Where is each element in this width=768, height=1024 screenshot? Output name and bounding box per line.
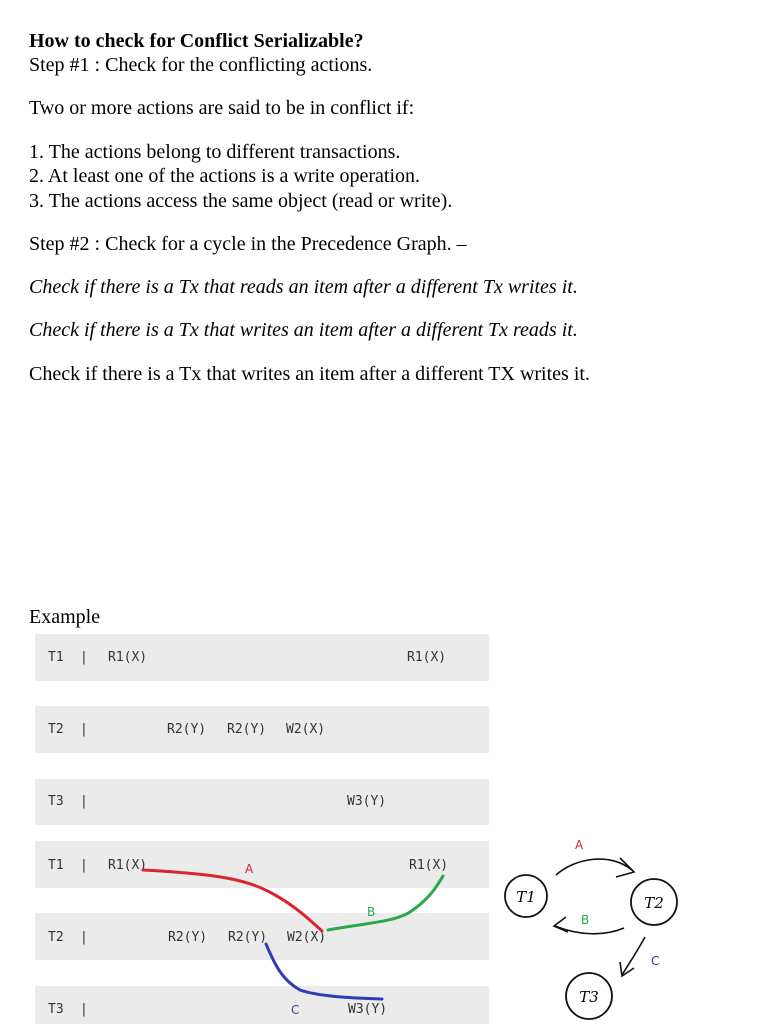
op-w3-y: W3(Y) xyxy=(347,794,387,809)
edge-b-curve xyxy=(328,876,443,930)
edge-c-curve xyxy=(266,944,382,999)
edge-c-label: C xyxy=(291,1003,300,1017)
tx-name: T2 xyxy=(48,930,64,945)
separator: | xyxy=(80,930,88,945)
graph-edge-a-arrowhead xyxy=(616,858,634,877)
graph-edge-a xyxy=(556,859,632,875)
op-r1-x: R1(X) xyxy=(409,858,449,873)
graph-edge-c-label: C xyxy=(651,954,660,968)
tx-name: T2 xyxy=(48,722,64,737)
op-w2-x: W2(X) xyxy=(287,930,327,945)
op-r2-y: R2(Y) xyxy=(228,930,268,945)
op-w2-x: W2(X) xyxy=(286,722,326,737)
step-1: Step #1 : Check for the conflicting actions. xyxy=(29,54,373,76)
op-r1-x: R1(X) xyxy=(407,650,447,665)
separator: | xyxy=(80,1002,88,1017)
example-label: Example xyxy=(29,606,101,628)
graph-node-t1-label: T1 xyxy=(516,888,536,906)
separator: | xyxy=(80,794,88,809)
graph-edge-a-label: A xyxy=(575,838,584,852)
page-title: How to check for Conflict Serializable? xyxy=(29,30,364,52)
check-read-after-write: Check if there is a Tx that reads an item after a different Tx writes it. xyxy=(29,276,578,298)
op-r1-x: R1(X) xyxy=(108,858,148,873)
op-w3-y: W3(Y) xyxy=(348,1002,388,1017)
op-r2-y: R2(Y) xyxy=(168,930,208,945)
check-write-after-read: Check if there is a Tx that writes an item after a different Tx reads it. xyxy=(29,319,578,341)
graph-edge-b-label: B xyxy=(581,913,590,927)
graph-edge-c-arrowhead xyxy=(620,962,634,976)
tx-name: T1 xyxy=(48,858,64,873)
op-r1-x: R1(X) xyxy=(108,650,148,665)
rule-2: 2. At least one of the actions is a write operation. xyxy=(29,165,421,187)
graph-node-t3-label: T3 xyxy=(579,988,599,1006)
separator: | xyxy=(80,650,88,665)
graph-node-t2-label: T2 xyxy=(644,894,664,912)
tx-name: T3 xyxy=(48,794,64,809)
separator: | xyxy=(80,858,88,873)
edge-b-label: B xyxy=(367,905,376,919)
check-write-after-write: Check if there is a Tx that writes an item after a different TX writes it. xyxy=(29,363,590,385)
rule-3: 3. The actions access the same object (read or write). xyxy=(29,190,453,212)
step-2: Step #2 : Check for a cycle in the Precedence Graph. – xyxy=(29,233,467,255)
op-r2-y: R2(Y) xyxy=(227,722,267,737)
rule-1: 1. The actions belong to different transactions. xyxy=(29,141,401,163)
tx-name: T1 xyxy=(48,650,64,665)
op-r2-y: R2(Y) xyxy=(167,722,207,737)
conflict-intro: Two or more actions are said to be in conflict if: xyxy=(29,97,415,119)
separator: | xyxy=(80,722,88,737)
edge-a-curve xyxy=(143,870,322,931)
tx-name: T3 xyxy=(48,1002,64,1017)
edge-a-label: A xyxy=(245,862,254,876)
graph-edge-c xyxy=(622,937,645,975)
graph-edge-b xyxy=(555,926,624,934)
